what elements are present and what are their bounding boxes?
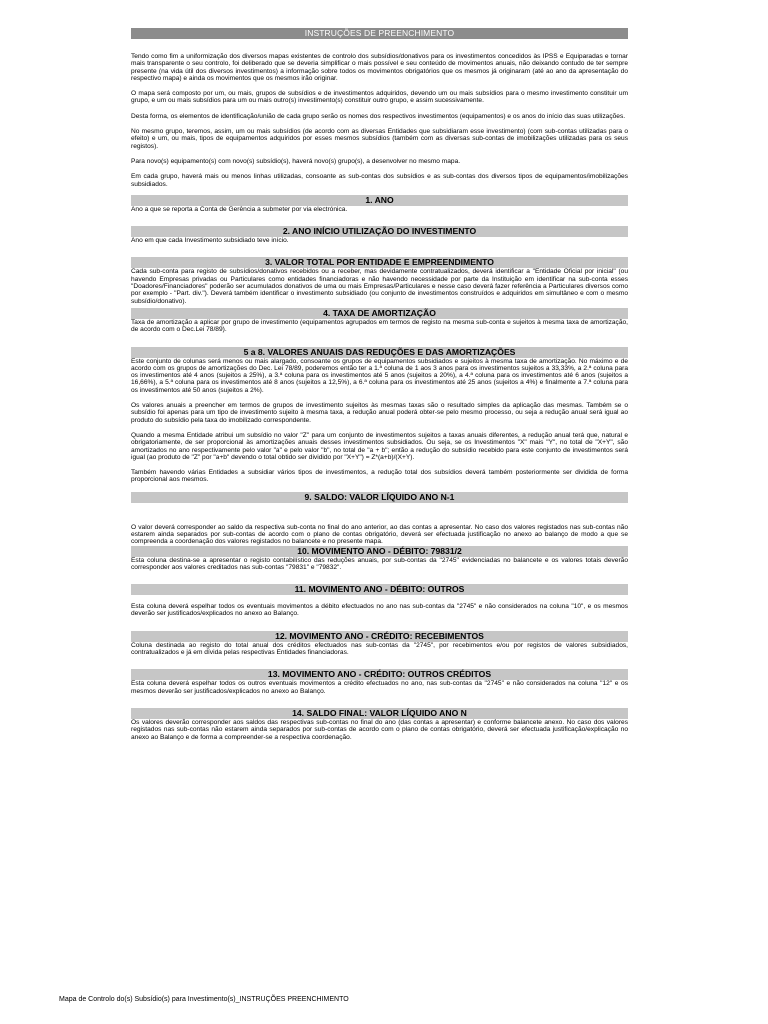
intro-paragraph: Em cada grupo, haverá mais ou menos linhas utilizadas, consoante as sub-contas dos subsídios e as sub-contas dos diversos tipos de equipamentos/imobilizações subsidiados. (131, 173, 628, 188)
section-paragraph: Cada sub-conta para registo de subsídios/donativos recebidos ou a receber, mas devidamente contratualizados, deverá identificar a "Entidade Oficial por inicial" (ou havendo Empresas privadas ou Particulares como entidades financiadoras e não havendo necessidade por parte da Instituição em identificar na sub-conta esses "Doadores/Financiadores" poderão ser acumulados donativos de uma ou mais Empresas/Particulares e nesse caso deverá fazer referência a Particulares diversos como por exemplo - "Part. div."). Deverá também identificar o investimento subsidiado (ou conjunto de investimentos construídos e adquiridos em simultâneo e com o mesmo subsídio/donativo). (131, 268, 628, 305)
section-header: 1. ANO (131, 195, 628, 206)
section-paragraph: Coluna destinada ao registo do total anual dos créditos efectuados nas sub-contas da "2745", por recebimentos e/ou por registos de valores subsidiados, contratualizados e já em dívida pelas respectivas Entidades financiadoras. (131, 641, 628, 657)
section-paragraph: Os valores anuais a preencher em termos de grupos de investimento sujeitos às mesmas taxas são o resultado simples da aplicação das mesmas. Também se o subsídio foi apenas para um tipo de investimento sujeito à mesma taxa, a redução anual poderá obter-se pelo mesmo processo, ou seja a redução anual será igual ao produto do subsídio pela taxa do imobilizado correspondente. (131, 402, 628, 424)
intro-paragraph: Para novo(s) equipamento(s) com novo(s) subsídio(s), haverá novo(s) grupo(s), a desenvolver no mesmo mapa. (131, 157, 461, 165)
section-paragraph: Ano a que se reporta a Conta de Gerência a submeter por via electrónica. (131, 205, 348, 213)
section-paragraph: O valor deverá corresponder ao saldo da respectiva sub-conta no final do ano anterior, ao das contas a apresentar. No caso dos valores registados nas sub-contas não estarem ainda separados por sub-contas de acordo com o plano de contas obrigatório, deverá ser efectuada justificação no anexo ao balanço de modo a que se compreenda a coordenação dos valores registados no balancete e no presente mapa. (131, 523, 628, 546)
section-paragraph: Também havendo várias Entidades a subsidiar vários tipos de investimentos, a redução total dos subsídios deverá também posteriormente ser dividida de forma proporcional aos mesmos. (131, 469, 628, 484)
section-paragraph: Taxa de amortização a aplicar por grupo de investimento (equipamentos agrupados em termos de registo na mesma sub-conta e sujeitos à mesma taxa de amortização, de acordo com o Dec.Lei 78/89). (131, 318, 628, 334)
intro-paragraph: Desta forma, os elementos de identificação/união de cada grupo serão os nomes dos respectivos investimentos (equipamentos) e os anos do início das suas utilizações. (131, 112, 626, 120)
section-header: 12. MOVIMENTO ANO - CRÉDITO: RECEBIMENTOS (131, 631, 628, 642)
page-title: INSTRUÇÕES DE PREENCHIMENTO (131, 28, 628, 39)
section-header: 11. MOVIMENTO ANO - DÉBITO: OUTROS (131, 584, 628, 595)
section-paragraph: Este conjunto de colunas será menos ou mais alargado, consoante os grupos de equipamentos subsidiados e sujeitos à mesma taxa de amortização. No máximo e de acordo com os grupos de amortizações do Dec. Lei 78/89, poderemos então ter a 1.ª coluna de 1 aos 3 anos para os investimentos sujeitos a 33,33%, a 2.ª coluna para os investimentos até 4 anos (sujeitos a 25%), a 3.ª coluna para os investimentos até 5 anos (sujeitos a 20%), a 4.ª coluna para os investimentos até 6 anos (sujeitos a 16,66%), a 5.ª coluna para os investimentos até 8 anos (sujeitos a 12,5%), a 6.ª coluna para os investimentos até 25 anos (sujeitos a 4%) e finalmente a 7.ª coluna para os investimentos até 50 anos (sujeitos a 2%). (131, 357, 628, 394)
intro-paragraph: Tendo como fim a uniformização dos diversos mapas existentes de controlo dos subsídios/donativos para os investimentos concedidos às IPSS e Equiparadas e tornar mais transparente o seu controlo, foi deliberado que se deveria simplificar o mais possível e seu conteúdo de movimentos anuais, não deixando contudo de ter sempre presente (na vida útil dos diversos investimentos) a informação sobre todos os movimentos obrigatórios que os mesmos já originaram (até ao ano da apresentação do respectivo mapa) e ainda os movimentos que os mesmos irão originar. (131, 53, 628, 82)
section-paragraph: Esta coluna deverá espelhar todos os outros eventuais movimentos a crédito efectuados no ano, nas sub-contas da "2745" e não considerados na coluna "12" e os mesmos deverão ser justificados/explicados no anexo ao Balanço. (131, 680, 628, 695)
section-header: 2. ANO INÍCIO UTILIZAÇÃO DO INVESTIMENTO (131, 226, 628, 237)
intro-paragraph: No mesmo grupo, teremos, assim, um ou mais subsídios (de acordo com as diversas Entidades que subsidiaram esse investimento) (com sub-contas utilizadas para o efeito) e um, ou mais, tipos de equipamentos adquiridos por esses mesmos subsídios (também com as diversas sub-contas de imobilizações utilizadas para os seus registos). (131, 128, 628, 150)
section-header: 5 a 8. VALORES ANUAIS DAS REDUÇÕES E DAS AMORTIZAÇÕES (131, 347, 628, 358)
section-paragraph: Os valores deverão corresponder aos saldos das respectivas sub-contas no final do ano (das contas a apresentar) e conforme balancete anexo. No caso dos valores registados nas sub-contas não estarem ainda separados por sub-contas de acordo com o plano de contas obrigatório, deverá ser efectuada justificação/explicação no anexo ao Balanço e de forma a compreender-se a respectiva coordenação. (131, 718, 628, 741)
section-paragraph: Esta coluna deverá espelhar todos os eventuais movimentos a débito efectuados no ano nas sub-contas da "2745" e não considerados na coluna "10", e os mesmos deverão ser justificados/explicados no anexo ao Balanço. (131, 603, 628, 618)
section-header: 14. SALDO FINAL: VALOR LÍQUIDO ANO N (131, 708, 628, 719)
section-header: 4. TAXA DE AMORTIZAÇÃO (131, 308, 628, 319)
intro-paragraph: O mapa será composto por um, ou mais, grupos de subsídios e de investimentos adquiridos, devendo um ou mais subsídios para o mesmo investimento constituir um grupo, e um ou mais subsídios para um ou mais outro(s) investimento(s) constituir outro grupo, e assim sucessivamente. (131, 90, 628, 105)
section-paragraph: Quando a mesma Entidade atribui um subsídio no valor "Z" para um conjunto de investimentos sujeitos a taxas anuais diferentes, a redução anual terá que, natural e obrigatoriamente, de ser proporcional às amortizações anuais desses investimentos subsidiados. Ou seja, se os Investimentos "X" mais "Y", no total de "X+Y", são amortizados no ano respectivamente pelo valor "a" e pelo valor "b", no total de "a + b"; então a redução do subsídio recebido para este conjunto de investimentos será igual (ao produto de "Z" por "a+b" devendo o total obtido ser dividido por "X+Y") = Z*(a+b)/(X+Y). (131, 431, 628, 461)
section-paragraph: Ano em que cada Investimento subsidiado teve início. (131, 237, 289, 245)
section-paragraph: Esta coluna destina-se a apresentar o registo contabilístico das reduções anuais, por sub-contas da "2745" evidenciadas no balancete e os valores totais deverão corresponder aos valores creditados nas sub-contas "79831" e "79832". (131, 556, 628, 571)
section-header: 3. VALOR TOTAL POR ENTIDADE E EMPREENDIMENTO (131, 257, 628, 268)
section-header: 13. MOVIMENTO ANO - CRÉDITO: OUTROS CRÉDITOS (131, 669, 628, 680)
document-body (131, 28, 628, 741)
section-header: 9. SALDO: VALOR LÍQUIDO ANO N-1 (131, 492, 628, 503)
page-footer: Mapa de Controlo do(s) Subsídio(s) para Investimento(s)_INSTRUÇÕES PREENCHIMENTO (59, 996, 349, 1003)
section-header: 10. MOVIMENTO ANO - DÉBITO: 79831/2 (131, 546, 628, 557)
